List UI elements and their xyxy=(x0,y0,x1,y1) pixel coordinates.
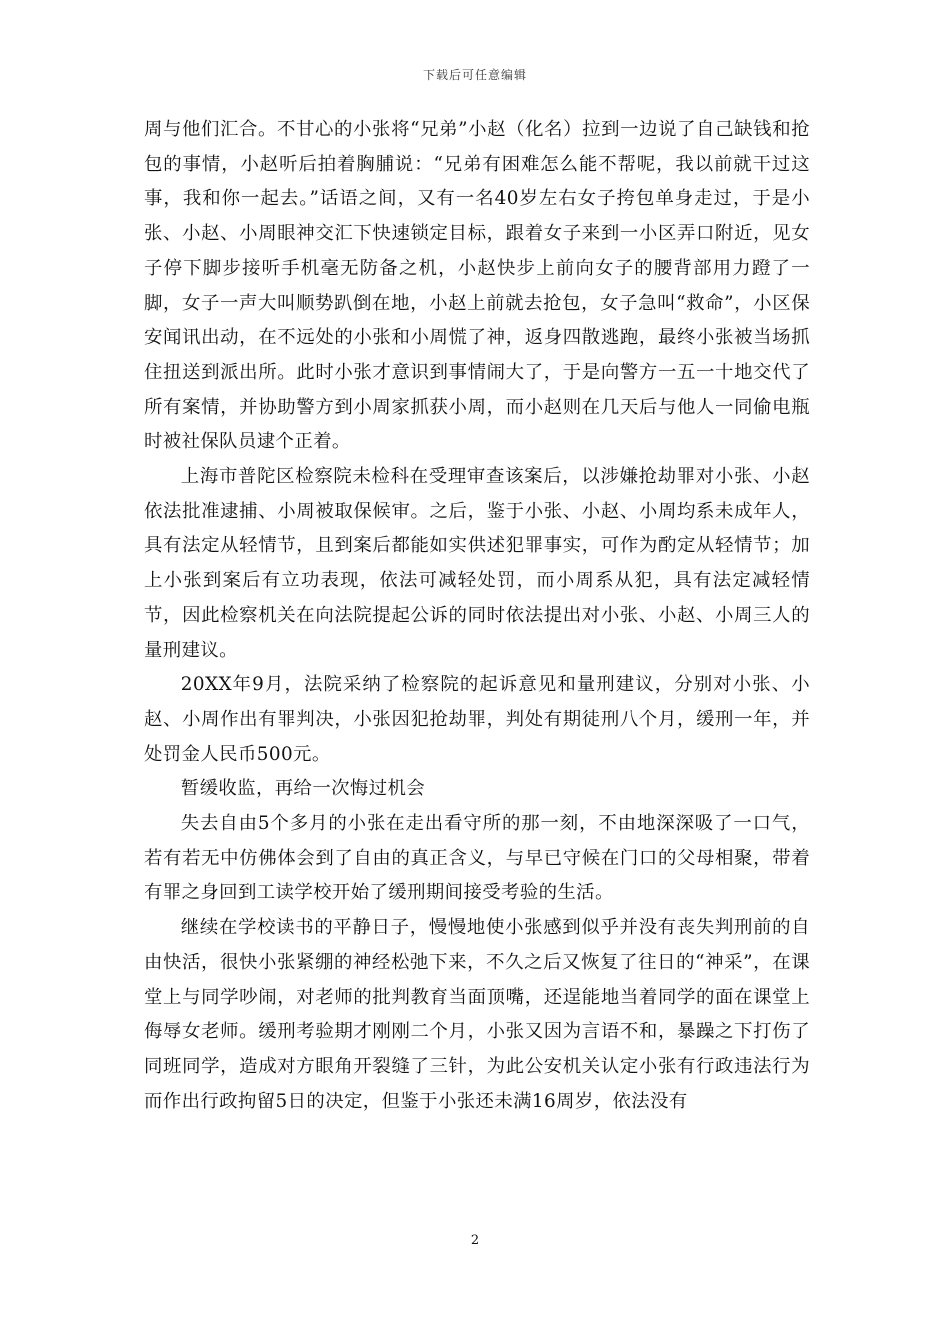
paragraph-school-life: 继续在学校读书的平静日子，慢慢地使小张感到似乎并没有丧失判刑前的自由快活，很快小张紧绷的神经松弛下来，不久之后又恢复了往日的“神采”，在课堂上与同学吵闹，对老师的批判教育当面顶嘴，还逞能地当着同学的面在课堂上侮辱女老师。缓刑考验期才刚刚二个月，小张又因为言语不和，暴躁之下打伤了同班同学，造成对方眼角开裂缝了三针，为此公安机关认定小张有行政违法行为而作出行政拘留5日的决定，但鉴于小张还未满16周岁，依法没有 xyxy=(144,917,810,1112)
paragraph-verdict: 20XX年9月，法院采纳了检察院的起诉意见和量刑建议，分别对小张、小赵、小周作出有罪判决，小张因犯抢劫罪，判处有期徒刑八个月，缓刑一年，并处罚金人民币500元。 xyxy=(144,674,810,765)
document-body xyxy=(144,113,810,1119)
page-header: 下载后可任意编辑 xyxy=(422,68,527,82)
page-number: 2 xyxy=(470,1233,480,1248)
section-subheading: 暂缓收监，再给一次悔过机会 xyxy=(180,778,426,800)
paragraph-prosecution: 上海市普陀区检察院未检科在受理审查该案后，以涉嫌抢劫罪对小张、小赵依法批准逮捕、小周被取保候审。之后，鉴于小张、小赵、小周均系未成年人，具有法定从轻情节，且到案后都能如实供述犯罪事实，可作为酌定从轻情节；加上小张到案后有立功表现，依法可减轻处罚，而小周系从犯，具有法定减轻情节，因此检察机关在向法院提起公诉的同时依法提出对小张、小赵、小周三人的量刑建议。 xyxy=(144,466,810,661)
paragraph-release: 失去自由5个多月的小张在走出看守所的那一刻，不由地深深吸了一口气，若有若无中仿佛体会到了自由的真正含义，与早已守候在门口的父母相聚，带着有罪之身回到工读学校开始了缓刑期间接受考验的生活。 xyxy=(144,813,810,904)
paragraph-continued: 周与他们汇合。不甘心的小张将“兄弟”小赵（化名）拉到一边说了自己缺钱和抢包的事情，小赵听后拍着胸脯说：“兄弟有困难怎么能不帮呢，我以前就干过这事，我和你一起去。”话语之间，又有一名40岁左右女子挎包单身走过，于是小张、小赵、小周眼神交汇下快速锁定目标，跟着女子来到一小区弄口附近，见女子停下脚步接听手机毫无防备之机，小赵快步上前向女子的腰背部用力蹬了一脚，女子一声大叫顺势趴倒在地，小赵上前就去抢包，女子急叫“救命”，小区保安闻讯出动，在不远处的小张和小周慌了神，返身四散逃跑，最终小张被当场抓住扭送到派出所。此时小张才意识到事情闹大了，于是向警方一五一十地交代了所有案情，并协助警方到小周家抓获小周，而小赵则在几天后与他人一同偷电瓶时被社保队员逮个正着。 xyxy=(144,119,810,453)
